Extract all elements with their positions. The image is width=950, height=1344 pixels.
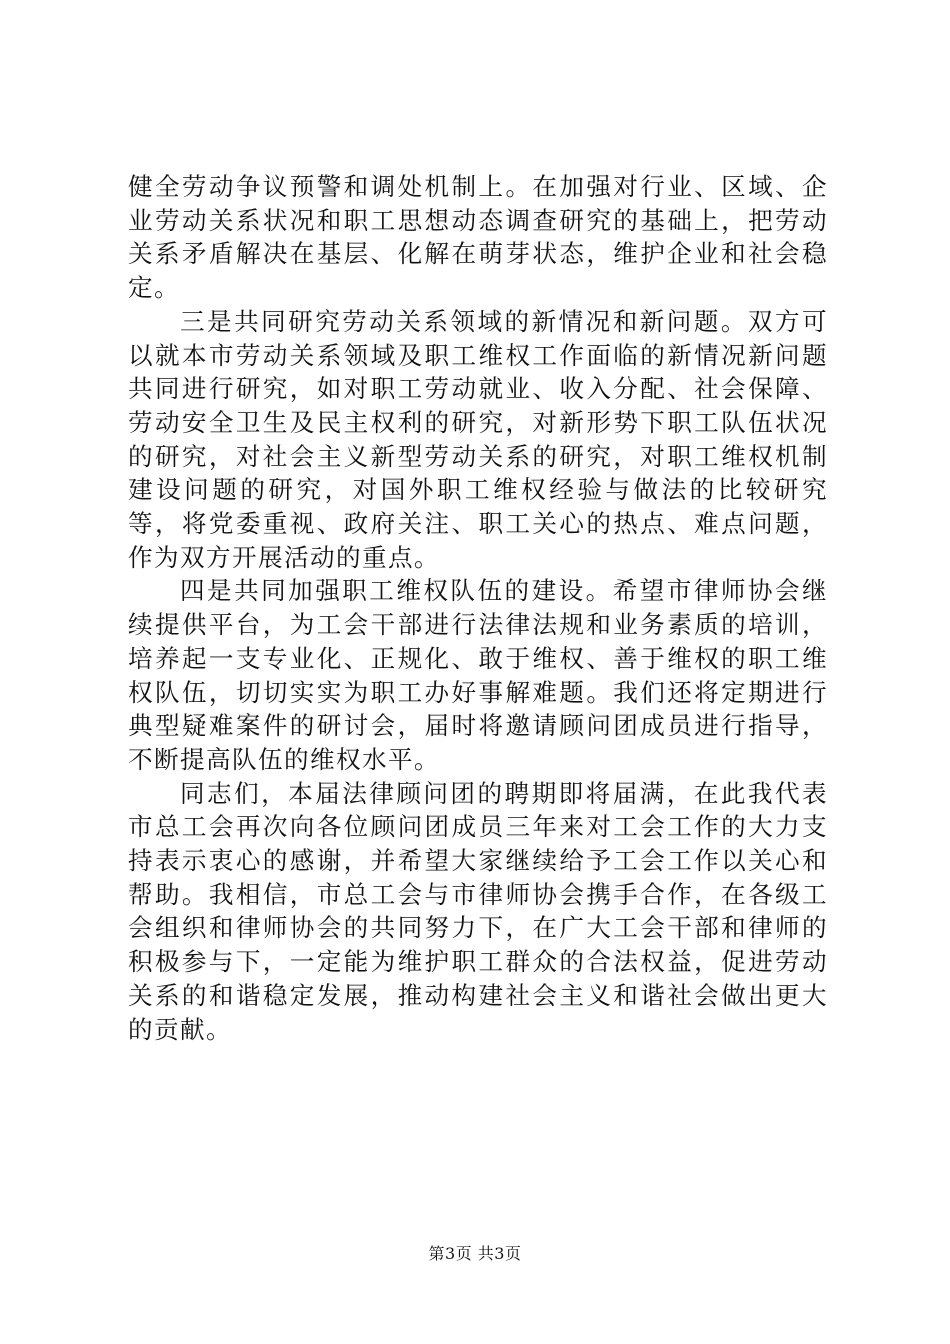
paragraph-3: 四是共同加强职工维权队伍的建设。希望市律师协会继续提供平台，为工会干部进行法律法规和业务素质的培训，培养起一支专业化、正规化、敢于维权、善于维权的职工维权队伍，切切实实为职工办好事解难题。我们还将定期进行典型疑难案件的研讨会，届时将邀请顾问团成员进行指导，不断提高队伍的维权水平。 <box>128 576 828 774</box>
page-number-footer: 第3页 共3页 <box>428 1244 522 1263</box>
paragraph-4: 同志们，本届法律顾问团的聘期即将届满，在此我代表市总工会再次向各位顾问团成员三年来对工会工作的大力支持表示衷心的感谢，并希望大家继续给予工会工作以关心和帮助。我相信，市总工会与市律师协会携手合作，在各级工会组织和律师协会的共同努力下，在广大工会干部和律师的积极参与下，一定能为维护职工群众的合法权益，促进劳动关系的和谐稳定发展，推动构建社会主义和谐社会做出更大的贡献。 <box>128 778 828 1044</box>
paragraph-1: 健全劳动争议预警和调处机制上。在加强对行业、区域、企业劳动关系状况和职工思想动态调查研究的基础上，把劳动关系矛盾解决在基层、化解在萌芽状态，维护企业和社会稳定。 <box>128 172 828 303</box>
document-body <box>128 170 828 1046</box>
paragraph-2: 三是共同研究劳动关系领域的新情况和新问题。双方可以就本市劳动关系领域及职工维权工作面临的新情况新问题共同进行研究，如对职工劳动就业、收入分配、社会保障、劳动安全卫生及民主权利的研究，对新形势下职工队伍状况的研究，对社会主义新型劳动关系的研究，对职工维权机制建设问题的研究，对国外职工维权经验与做法的比较研究等，将党委重视、政府关注、职工关心的热点、难点问题，作为双方开展活动的重点。 <box>128 306 828 572</box>
